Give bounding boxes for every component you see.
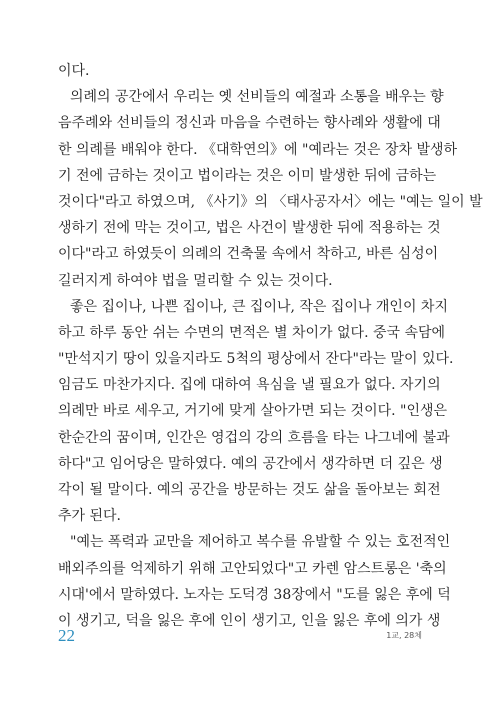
page-footer bbox=[58, 626, 422, 646]
text-line: "만석지기 땅이 있을지라도 5척의 평상에서 잔다"라는 말이 있다. bbox=[58, 351, 454, 368]
paragraph bbox=[58, 294, 454, 530]
text-line: "예는 폭력과 교만을 제어하고 복수를 유발할 수 있는 호전적인 bbox=[70, 534, 451, 551]
text-line: 의례만 바로 세우고, 거기에 맞게 살아가면 되는 것이다. "인생은 bbox=[58, 403, 448, 420]
text-line: 하다"고 임어당은 말하였다. 예의 공간에서 생각하면 더 깊은 생 bbox=[58, 455, 443, 472]
text-line: 것이다"라고 하였으며, 《사기》의 〈태사공자서〉에는 "예는 일이 발 bbox=[58, 193, 483, 210]
body-text bbox=[58, 58, 483, 634]
text-line: 한순간의 꿈이며, 인간은 영겁의 강의 흐름을 타는 나그네에 불과 bbox=[58, 429, 450, 446]
text-line: 각이 될 말이다. 예의 공간을 방문하는 것도 삶을 돌아보는 회전 bbox=[58, 482, 441, 498]
text-line: 좋은 집이나, 나쁜 집이나, 큰 집이나, 작은 집이나 개인이 차지 bbox=[70, 298, 448, 315]
text-line: 이다"라고 하였듯이 의례의 건축물 속에서 착하고, 바른 심성이 bbox=[58, 246, 439, 263]
text-line: 음주례와 선비들의 정신과 마음을 수련하는 향사례와 생활에 대 bbox=[58, 115, 441, 132]
text-line: 하고 하루 동안 쉬는 수면의 면적은 별 차이가 없다. 중국 속담에 bbox=[58, 324, 446, 341]
text-line: 이다. bbox=[58, 63, 90, 79]
text-line: 길러지게 하여야 법을 멀리할 수 있는 것이다. bbox=[58, 272, 333, 289]
text-line: 추가 된다. bbox=[58, 508, 121, 525]
text-line: 배외주의를 억제하기 위해 고안되었다"고 카렌 암스트롱은 '축의 bbox=[58, 560, 447, 577]
paragraph bbox=[58, 58, 422, 84]
text-line: 한 의례를 배워야 한다. 《대학연의》에 "예라는 것은 장차 발생하 bbox=[58, 141, 458, 158]
text-line: 이 생기고, 덕을 잃은 후에 인이 생기고, 인을 잃은 후에 의가 생 bbox=[58, 612, 441, 629]
paragraph bbox=[58, 84, 483, 294]
text-line: 생하기 전에 막는 것이고, 법은 사건이 발생한 뒤에 적용하는 것 bbox=[58, 220, 441, 237]
paragraph bbox=[58, 529, 451, 634]
footer-note: 1교, 28체 bbox=[386, 631, 422, 640]
page-number: 22 bbox=[58, 626, 75, 645]
text-line: 시대'에서 말하였다. 노자는 도덕경 38장에서 "도를 잃은 후에 덕 bbox=[58, 586, 451, 603]
text-line: 임금도 마찬가지다. 집에 대하여 욕심을 낼 필요가 없다. 자기의 bbox=[58, 377, 441, 394]
text-line: 기 전에 금하는 것이고 법이라는 것은 이미 발생한 뒤에 금하는 bbox=[58, 167, 437, 184]
text-line: 의례의 공간에서 우리는 옛 선비들의 예절과 소통을 배우는 향 bbox=[70, 89, 444, 106]
